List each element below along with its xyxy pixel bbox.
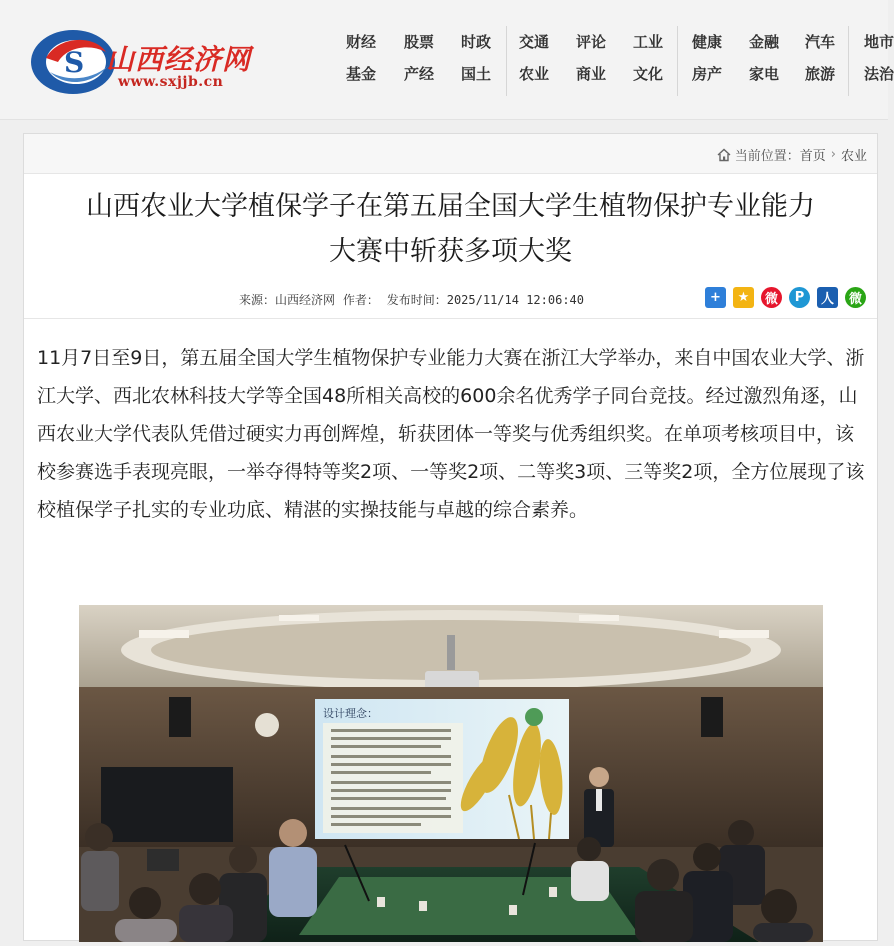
time-label: 发布时间： — [386, 293, 447, 307]
nav-group-4 — [849, 22, 894, 98]
breadcrumb-section-link[interactable]: 农业 — [840, 149, 867, 164]
nav-item-banking[interactable]: 金融 — [749, 33, 780, 51]
wechat-icon[interactable]: 微 — [845, 287, 866, 308]
logo-swirl-icon — [28, 22, 118, 102]
article-meta — [239, 291, 588, 308]
nav-item-cities[interactable]: 地市 — [864, 33, 894, 51]
nav-group-2 — [507, 22, 677, 98]
breadcrumb-bar — [24, 134, 877, 174]
nav-item-funds[interactable]: 基金 — [346, 65, 377, 83]
nav-item-appliances[interactable]: 家电 — [749, 65, 780, 83]
qzone-icon[interactable]: ★ — [733, 287, 754, 308]
slide-heading: 设计理念： — [323, 707, 378, 720]
weibo-icon[interactable]: 微 — [761, 287, 782, 308]
breadcrumb — [716, 145, 867, 164]
article-title-line-2: 大赛中斩获多项大奖 — [329, 236, 572, 267]
site-logo[interactable] — [28, 22, 268, 102]
source-label: 来源： — [239, 293, 276, 307]
nav-item-health[interactable]: 健康 — [692, 33, 723, 51]
nav-item-comment[interactable]: 评论 — [576, 33, 607, 51]
logo-wordmark: 山西经济网 — [106, 43, 252, 76]
share-toolbar — [705, 287, 866, 309]
renren-icon[interactable]: 人 — [817, 287, 838, 308]
tencent-weibo-icon[interactable]: P — [789, 287, 810, 308]
breadcrumb-home-link[interactable]: 首页 — [799, 149, 826, 164]
nav-item-auto[interactable]: 汽车 — [805, 33, 836, 51]
article-body-paragraph: 11月7日至9日，第五届全国大学生植物保护专业能力大赛在浙江大学举办，来自中国农业大学、浙江大学、西北农林科技大学等全国48所相关高校的600余名优秀学子同台竞技。经过激烈角逐，山西农业大学代表队凭借过硬实力再创辉煌，斩获团体一等奖与优秀组织奖。在单项考核项目中，该校参赛选手表现亮眼，一举夺得特等奖2项、一等奖2项、二等奖3项、三等奖2项，全方位展现了该校植保学子扎实的专业功底、精湛的实操技能与卓越的综合素养。 — [37, 347, 865, 521]
meta-divider — [24, 318, 877, 319]
logo-url: www.sxjjb.cn — [118, 74, 224, 90]
nav-item-travel[interactable]: 旅游 — [805, 65, 836, 83]
nav-item-real-estate[interactable]: 房产 — [692, 65, 723, 83]
breadcrumb-label: 当前位置： — [734, 149, 800, 164]
nav-item-finance[interactable]: 财经 — [346, 33, 377, 51]
nav-item-culture[interactable]: 文化 — [633, 65, 664, 83]
publish-time: 2025/11/14 12:06:40 — [446, 293, 584, 307]
article-title-line-1: 山西农业大学植保学子在第五届全国大学生植物保护专业能力 — [86, 191, 815, 222]
home-icon — [716, 147, 732, 163]
nav-item-industry[interactable]: 工业 — [633, 33, 664, 51]
nav-item-commerce[interactable]: 商业 — [576, 65, 607, 83]
source-value: 山西经济网 — [275, 293, 336, 307]
site-header — [0, 0, 894, 120]
svg-text:S: S — [64, 46, 85, 79]
article-panel — [23, 133, 878, 941]
nav-group-1 — [336, 22, 506, 98]
nav-group-3 — [678, 22, 848, 98]
nav-item-industry-economy[interactable]: 产经 — [404, 65, 435, 83]
article-title — [24, 184, 877, 274]
nav-item-politics[interactable]: 时政 — [461, 33, 492, 51]
nav-item-stocks[interactable]: 股票 — [404, 33, 435, 51]
chevron-right-icon: › — [830, 147, 836, 162]
share-plus-icon[interactable]: + — [705, 287, 726, 308]
nav-item-agriculture[interactable]: 农业 — [519, 65, 550, 83]
nav-item-land[interactable]: 国土 — [461, 65, 492, 83]
article-photo — [79, 605, 823, 942]
nav-item-law[interactable]: 法治 — [864, 65, 894, 83]
nav-item-transport[interactable]: 交通 — [519, 33, 550, 51]
author-label: 作者： — [342, 293, 379, 307]
competition-room-photo — [79, 605, 823, 942]
